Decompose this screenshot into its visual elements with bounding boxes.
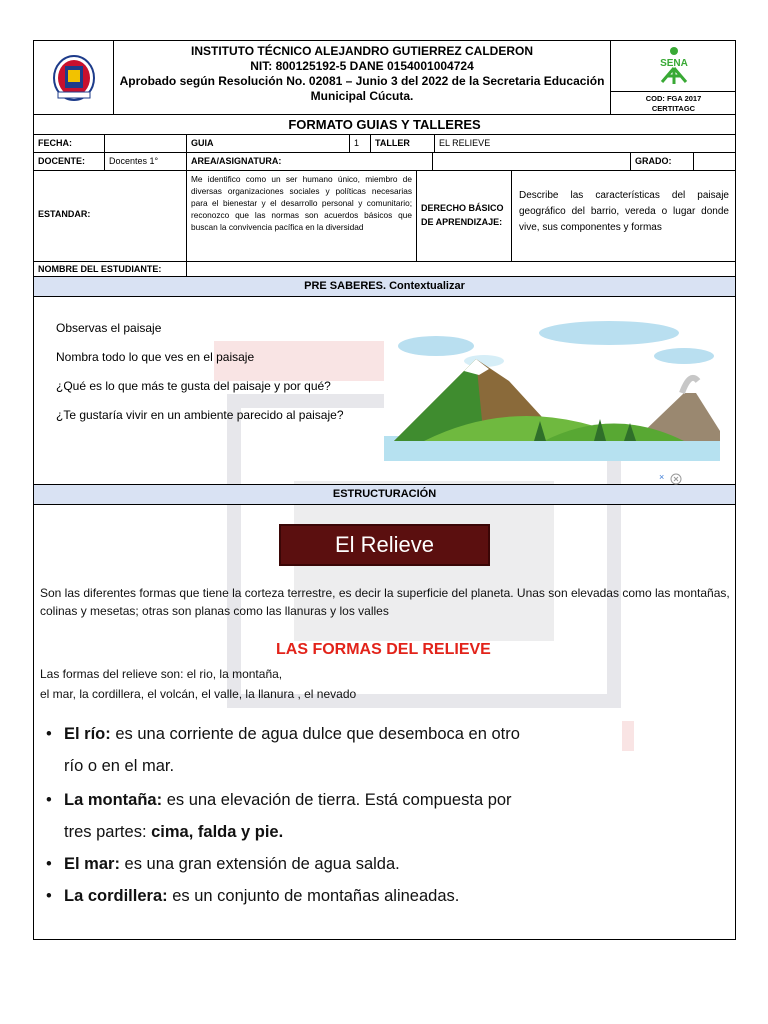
def-rio-cont: río o en el mar. — [64, 757, 175, 775]
approval-text: Aprobado según Resolución No. 02081 – Junio 3 del 2022 de la Secretaria Educación Municipal Cúcuta. — [119, 74, 605, 103]
bullet-icon: • — [46, 887, 52, 905]
sena-word: SENA — [659, 58, 688, 69]
docente-label: DOCENTE: — [34, 153, 105, 170]
estructuracion-band: ESTRUCTURACIÓN — [34, 485, 735, 505]
question-2: Nombra todo lo que ves en el paisaje — [56, 350, 255, 364]
area-label: AREA/ASIGNATURA: — [187, 153, 433, 170]
def-montana — [46, 791, 512, 810]
def-rio-term: El río: — [64, 725, 111, 743]
estandar-text: Me identifico como un ser humano único, miembro de diversas organizaciones sociales y políticas necesarias para el bienestar y el desarrollo personal y comunitario; reconozco que las normas son acuerdos básicos que buscan la convivencia pacífica en la diversidad — [187, 171, 417, 261]
bullet-icon: • — [46, 725, 52, 743]
bullet-icon: • — [46, 791, 52, 809]
estandar-row — [34, 171, 735, 262]
def-montana-cont-text: tres partes: — [64, 823, 152, 841]
def-cordillera — [46, 887, 459, 906]
fecha-value[interactable] — [105, 135, 187, 152]
school-crest-icon — [52, 54, 96, 102]
def-montana-text: es una elevación de tierra. Está compuesta por — [166, 791, 512, 809]
dba-text: Describe las características del paisaje geográfico del barrio, vereda o lugar donde vive, sus componentes y formas — [519, 190, 729, 233]
grado-value[interactable] — [694, 153, 735, 170]
relieve-banner: El Relieve — [279, 524, 490, 566]
school-logo-cell — [34, 41, 114, 115]
def-montana-cont — [46, 823, 283, 842]
formas-title: LAS FORMAS DEL RELIEVE — [276, 641, 491, 658]
question-1: Observas el paisaje — [56, 321, 162, 335]
formas-line-1: Las formas del relieve son: el rio, la montaña, — [40, 667, 283, 681]
def-montana-parts: cima, falda y pie. — [151, 823, 284, 841]
estandar-label: ESTANDAR: — [34, 171, 187, 261]
def-mar-text: es una gran extensión de agua salda. — [124, 855, 400, 873]
def-rio — [46, 725, 520, 744]
certitagc-text: CERTITAGC — [651, 104, 696, 113]
fecha-row — [34, 135, 735, 153]
dba-label: DERECHO BÁSICO DE APRENDIZAJE: — [417, 171, 512, 261]
document-page — [33, 40, 736, 940]
taller-label: TALLER — [371, 135, 435, 152]
format-title-row — [34, 115, 735, 135]
sena-logo — [611, 41, 736, 91]
fecha-label: FECHA: — [34, 135, 105, 152]
institution-name: INSTITUTO TÉCNICO ALEJANDRO GUTIERREZ CALDERON — [190, 44, 533, 58]
relieve-intro: Son las diferentes formas que tiene la corteza terrestre, es decir la superficie del planeta. Unas son elevadas como las montañas, colinas y mesetas; otras son planas como las llanuras y los valles — [40, 586, 730, 618]
document-header — [34, 41, 735, 115]
definitions-box — [38, 717, 622, 923]
grado-label: GRADO: — [631, 153, 694, 170]
docente-row — [34, 153, 735, 171]
def-montana-term: La montaña: — [64, 791, 163, 809]
estudiante-value[interactable] — [187, 262, 735, 276]
taller-value: EL RELIEVE — [439, 138, 491, 148]
format-title: FORMATO GUIAS Y TALLERES — [288, 117, 481, 132]
ad-info-icon[interactable] — [670, 473, 682, 485]
formas-line-2: el mar, la cordillera, el volcán, el valle, la llanura , el nevado — [40, 687, 357, 701]
code-text: COD: FGA 2017 — [645, 94, 702, 103]
institution-title-block — [114, 41, 610, 115]
def-mar — [46, 855, 400, 874]
def-cordillera-term: La cordillera: — [64, 887, 168, 905]
sena-cell — [610, 41, 735, 115]
presaberes-band: PRE SABERES. Contextualizar — [34, 277, 735, 297]
format-code — [611, 91, 736, 115]
area-value[interactable] — [433, 153, 631, 170]
guia-label: GUIA — [187, 135, 350, 152]
bullet-icon: • — [46, 855, 52, 873]
landscape-illustration — [384, 301, 720, 461]
presaberes-section — [34, 297, 735, 485]
question-4: ¿Te gustaría vivir en un ambiente parecido al paisaje? — [56, 408, 344, 422]
estudiante-row — [34, 262, 735, 277]
institution-nit: NIT: 800125192-5 DANE 0154001004724 — [250, 59, 474, 73]
docente-value: Docentes 1° — [105, 153, 187, 170]
def-cordillera-text: es un conjunto de montañas alineadas. — [172, 887, 460, 905]
def-mar-term: El mar: — [64, 855, 120, 873]
def-rio-text: es una corriente de agua dulce que desemboca en otro — [115, 725, 520, 743]
question-3: ¿Qué es lo que más te gusta del paisaje y por qué? — [56, 379, 331, 393]
ad-close-icon[interactable]: × — [659, 472, 665, 482]
guia-number: 1 — [350, 135, 371, 152]
sena-icon — [654, 46, 694, 86]
estudiante-label: NOMBRE DEL ESTUDIANTE: — [34, 262, 187, 276]
